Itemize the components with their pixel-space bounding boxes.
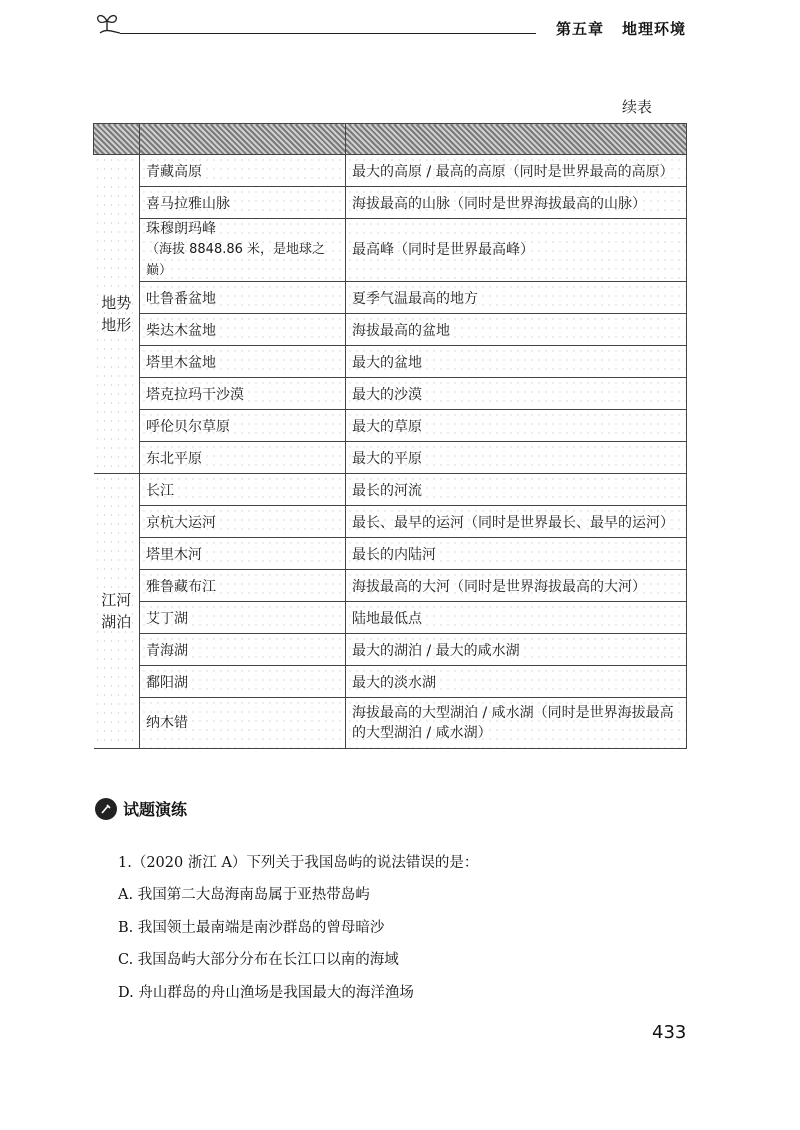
row-name-main: 珠穆朗玛峰	[146, 221, 216, 237]
category-line: 地势	[101, 294, 132, 312]
row-name: 鄱阳湖	[140, 666, 346, 698]
table-row	[94, 187, 687, 219]
row-name: 塔里木河	[140, 538, 346, 570]
row-name-sub: （海拔 8848.86 米，是地球之巅）	[146, 242, 326, 278]
row-desc: 最大的淡水湖	[346, 666, 687, 698]
table-header-row	[94, 124, 687, 155]
row-desc: 最大的盆地	[346, 346, 687, 378]
table-row	[94, 538, 687, 570]
row-name: 青藏高原	[140, 155, 346, 187]
row-desc: 最高峰（同时是世界最高峰）	[346, 219, 687, 282]
table-row	[94, 155, 687, 187]
header-rule	[120, 33, 536, 34]
row-desc: 最长、最早的运河（同时是世界最长、最早的运河）	[346, 506, 687, 538]
row-desc: 最大的沙漠	[346, 378, 687, 410]
table-row	[94, 474, 687, 506]
row-name: 京杭大运河	[140, 506, 346, 538]
row-desc: 最长的内陆河	[346, 538, 687, 570]
row-name: 塔里木盆地	[140, 346, 346, 378]
table-row	[94, 314, 687, 346]
option-b: B. 我国领土最南端是南沙群岛的曾母暗沙	[118, 920, 385, 936]
row-desc: 海拔最高的大河（同时是世界海拔最高的大河）	[346, 570, 687, 602]
row-desc: 最长的河流	[346, 474, 687, 506]
chapter-label: 第五章	[556, 20, 605, 38]
table-row	[94, 602, 687, 634]
row-name: 东北平原	[140, 442, 346, 474]
row-desc: 海拔最高的盆地	[346, 314, 687, 346]
row-desc: 海拔最高的山脉（同时是世界海拔最高的山脉）	[346, 187, 687, 219]
section-heading	[95, 797, 187, 820]
row-name	[140, 219, 346, 282]
row-name: 青海湖	[140, 634, 346, 666]
row-desc: 海拔最高的大型湖泊 / 咸水湖（同时是世界海拔最高的大型湖泊 / 咸水湖）	[346, 698, 687, 749]
table-row	[94, 378, 687, 410]
section-title: 试题演练	[123, 800, 188, 819]
header-cell-name	[140, 124, 346, 155]
table-row	[94, 666, 687, 698]
header-cell-feature	[346, 124, 687, 155]
row-desc: 陆地最低点	[346, 602, 687, 634]
table-row	[94, 346, 687, 378]
row-name: 雅鲁藏布江	[140, 570, 346, 602]
question-stem: 1.（2020 浙江 A）下列关于我国岛屿的说法错误的是：	[118, 855, 479, 871]
row-name: 纳木错	[140, 698, 346, 749]
row-name: 吐鲁番盆地	[140, 282, 346, 314]
category-cell-rivers-lakes	[94, 474, 140, 749]
table-row	[94, 634, 687, 666]
row-name: 柴达木盆地	[140, 314, 346, 346]
option-d: D. 舟山群岛的舟山渔场是我国最大的海洋渔场	[118, 985, 414, 1001]
table-row	[94, 219, 687, 282]
row-name: 塔克拉玛干沙漠	[140, 378, 346, 410]
category-line: 湖泊	[101, 613, 132, 631]
row-desc: 最大的草原	[346, 410, 687, 442]
row-desc: 最大的湖泊 / 最大的咸水湖	[346, 634, 687, 666]
option-a: A. 我国第二大岛海南岛属于亚热带岛屿	[118, 887, 370, 903]
running-header	[556, 18, 686, 39]
page-number: 433	[652, 1022, 687, 1043]
row-desc: 最大的高原 / 最高的高原（同时是世界最高的高原）	[346, 155, 687, 187]
header-cell-category	[94, 124, 140, 155]
table-row	[94, 282, 687, 314]
row-name: 喜马拉雅山脉	[140, 187, 346, 219]
sprout-logo-icon	[92, 8, 122, 38]
table-row	[94, 410, 687, 442]
row-name: 艾丁湖	[140, 602, 346, 634]
category-line: 江河	[101, 591, 132, 609]
category-line: 地形	[101, 316, 132, 334]
geography-table	[93, 123, 686, 749]
table-row	[94, 506, 687, 538]
practice-badge-icon	[95, 798, 117, 820]
table-row	[94, 698, 687, 749]
chapter-title: 地理环境	[622, 20, 687, 38]
option-c: C. 我国岛屿大部分分布在长江口以南的海域	[118, 952, 399, 968]
table-row	[94, 442, 687, 474]
table-continued-note: 续表	[622, 98, 653, 116]
category-cell-terrain	[94, 155, 140, 474]
row-desc: 夏季气温最高的地方	[346, 282, 687, 314]
row-name: 呼伦贝尔草原	[140, 410, 346, 442]
row-name: 长江	[140, 474, 346, 506]
row-desc: 最大的平原	[346, 442, 687, 474]
table-row	[94, 570, 687, 602]
